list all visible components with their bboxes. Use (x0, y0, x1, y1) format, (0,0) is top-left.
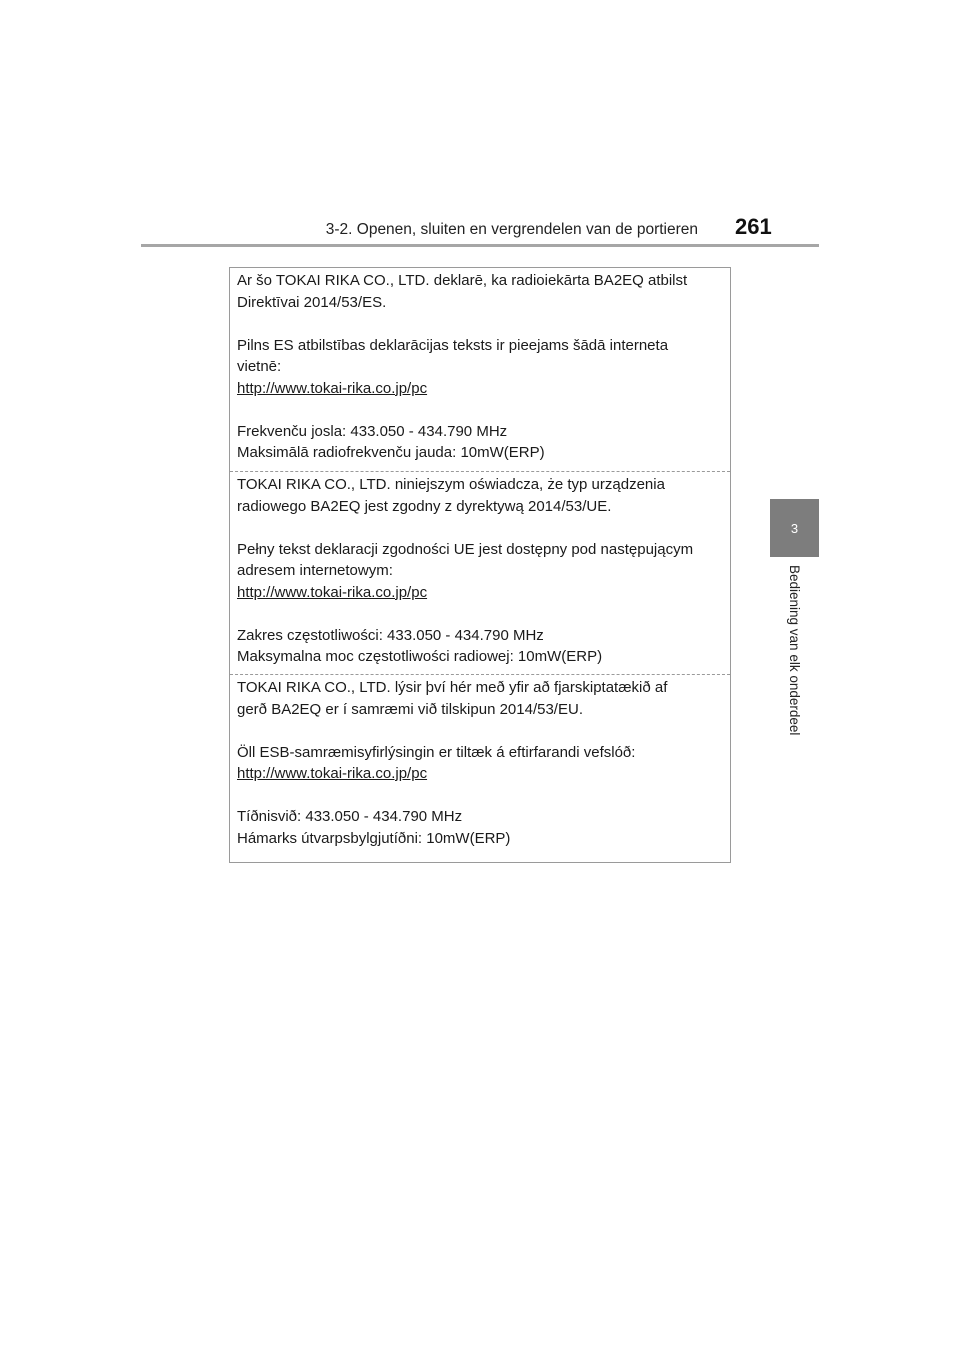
chapter-number: 3 (790, 520, 799, 536)
declaration-url-link[interactable]: http://www.tokai-rika.co.jp/pc (237, 583, 428, 601)
chapter-tab (770, 499, 819, 557)
declaration-url-link[interactable]: http://www.tokai-rika.co.jp/pc (237, 765, 428, 782)
full-text-info (237, 742, 708, 764)
max-power: Hámarks útvarpsbylgjutíðni: 10mW(ERP) (237, 829, 511, 847)
full-text-line: vietnē: (237, 358, 282, 375)
declaration-text (237, 474, 708, 517)
declaration-line: TOKAI RIKA CO., LTD. niniejszym oświadcza, że typ urządzenia (237, 476, 665, 493)
frequency-band: Frekvenču josla: 433.050 - 434.790 MHz (237, 422, 508, 440)
header-title: 3-2. Openen, sluiten en vergrendelen van de portieren (325, 221, 698, 238)
full-text-line: Öll ESB-samræmisyfirlýsingin er tiltæk á eftirfarandi vefslóð: (237, 743, 636, 761)
declaration-line: gerð BA2EQ er í samræmi við tilskipun 2014/53/EU. (237, 700, 583, 718)
full-text-info (237, 335, 708, 378)
declaration-text (237, 677, 708, 720)
declaration-section-polish (230, 471, 730, 672)
declaration-url-link[interactable]: http://www.tokai-rika.co.jp/pc (237, 379, 428, 397)
declaration-line: radiowego BA2EQ jest zgodny z dyrektywą 2014/53/UE. (237, 497, 612, 515)
chapter-title: Bediening van elk onderdeel (787, 565, 802, 736)
declaration-section-latvian (230, 268, 730, 469)
declaration-line: TOKAI RIKA CO., LTD. lýsir því hér með yfir að fjarskiptatækið af (237, 679, 668, 696)
chapter-title-vertical (770, 565, 819, 765)
full-text-line: adresem internetowym: (237, 562, 393, 579)
max-power: Maksimālā radiofrekvenču jauda: 10mW(ERP) (237, 444, 545, 461)
frequency-band: Tíðnisvið: 433.050 - 434.790 MHz (237, 808, 463, 825)
declaration-section-icelandic (230, 674, 730, 862)
declaration-text (237, 270, 708, 313)
max-power: Maksymalna moc częstotliwości radiowej: 10mW(ERP) (237, 648, 603, 665)
frequency-band: Zakres częstotliwości: 433.050 - 434.790 MHz (237, 626, 544, 644)
declaration-line: Direktīvai 2014/53/ES. (237, 293, 387, 311)
page-number: 261 (735, 214, 772, 239)
full-text-info (237, 539, 708, 582)
header-rule (141, 244, 819, 247)
full-text-line: Pełny tekst deklaracji zgodności UE jest dostępny pod następującym (237, 540, 694, 558)
declaration-line: Ar šo TOKAI RIKA CO., LTD. deklarē, ka radioiekārta BA2EQ atbilst (237, 272, 688, 289)
full-text-line: Pilns ES atbilstības deklarācijas teksts ir pieejams šādā interneta (237, 336, 669, 354)
declaration-box (229, 267, 731, 863)
